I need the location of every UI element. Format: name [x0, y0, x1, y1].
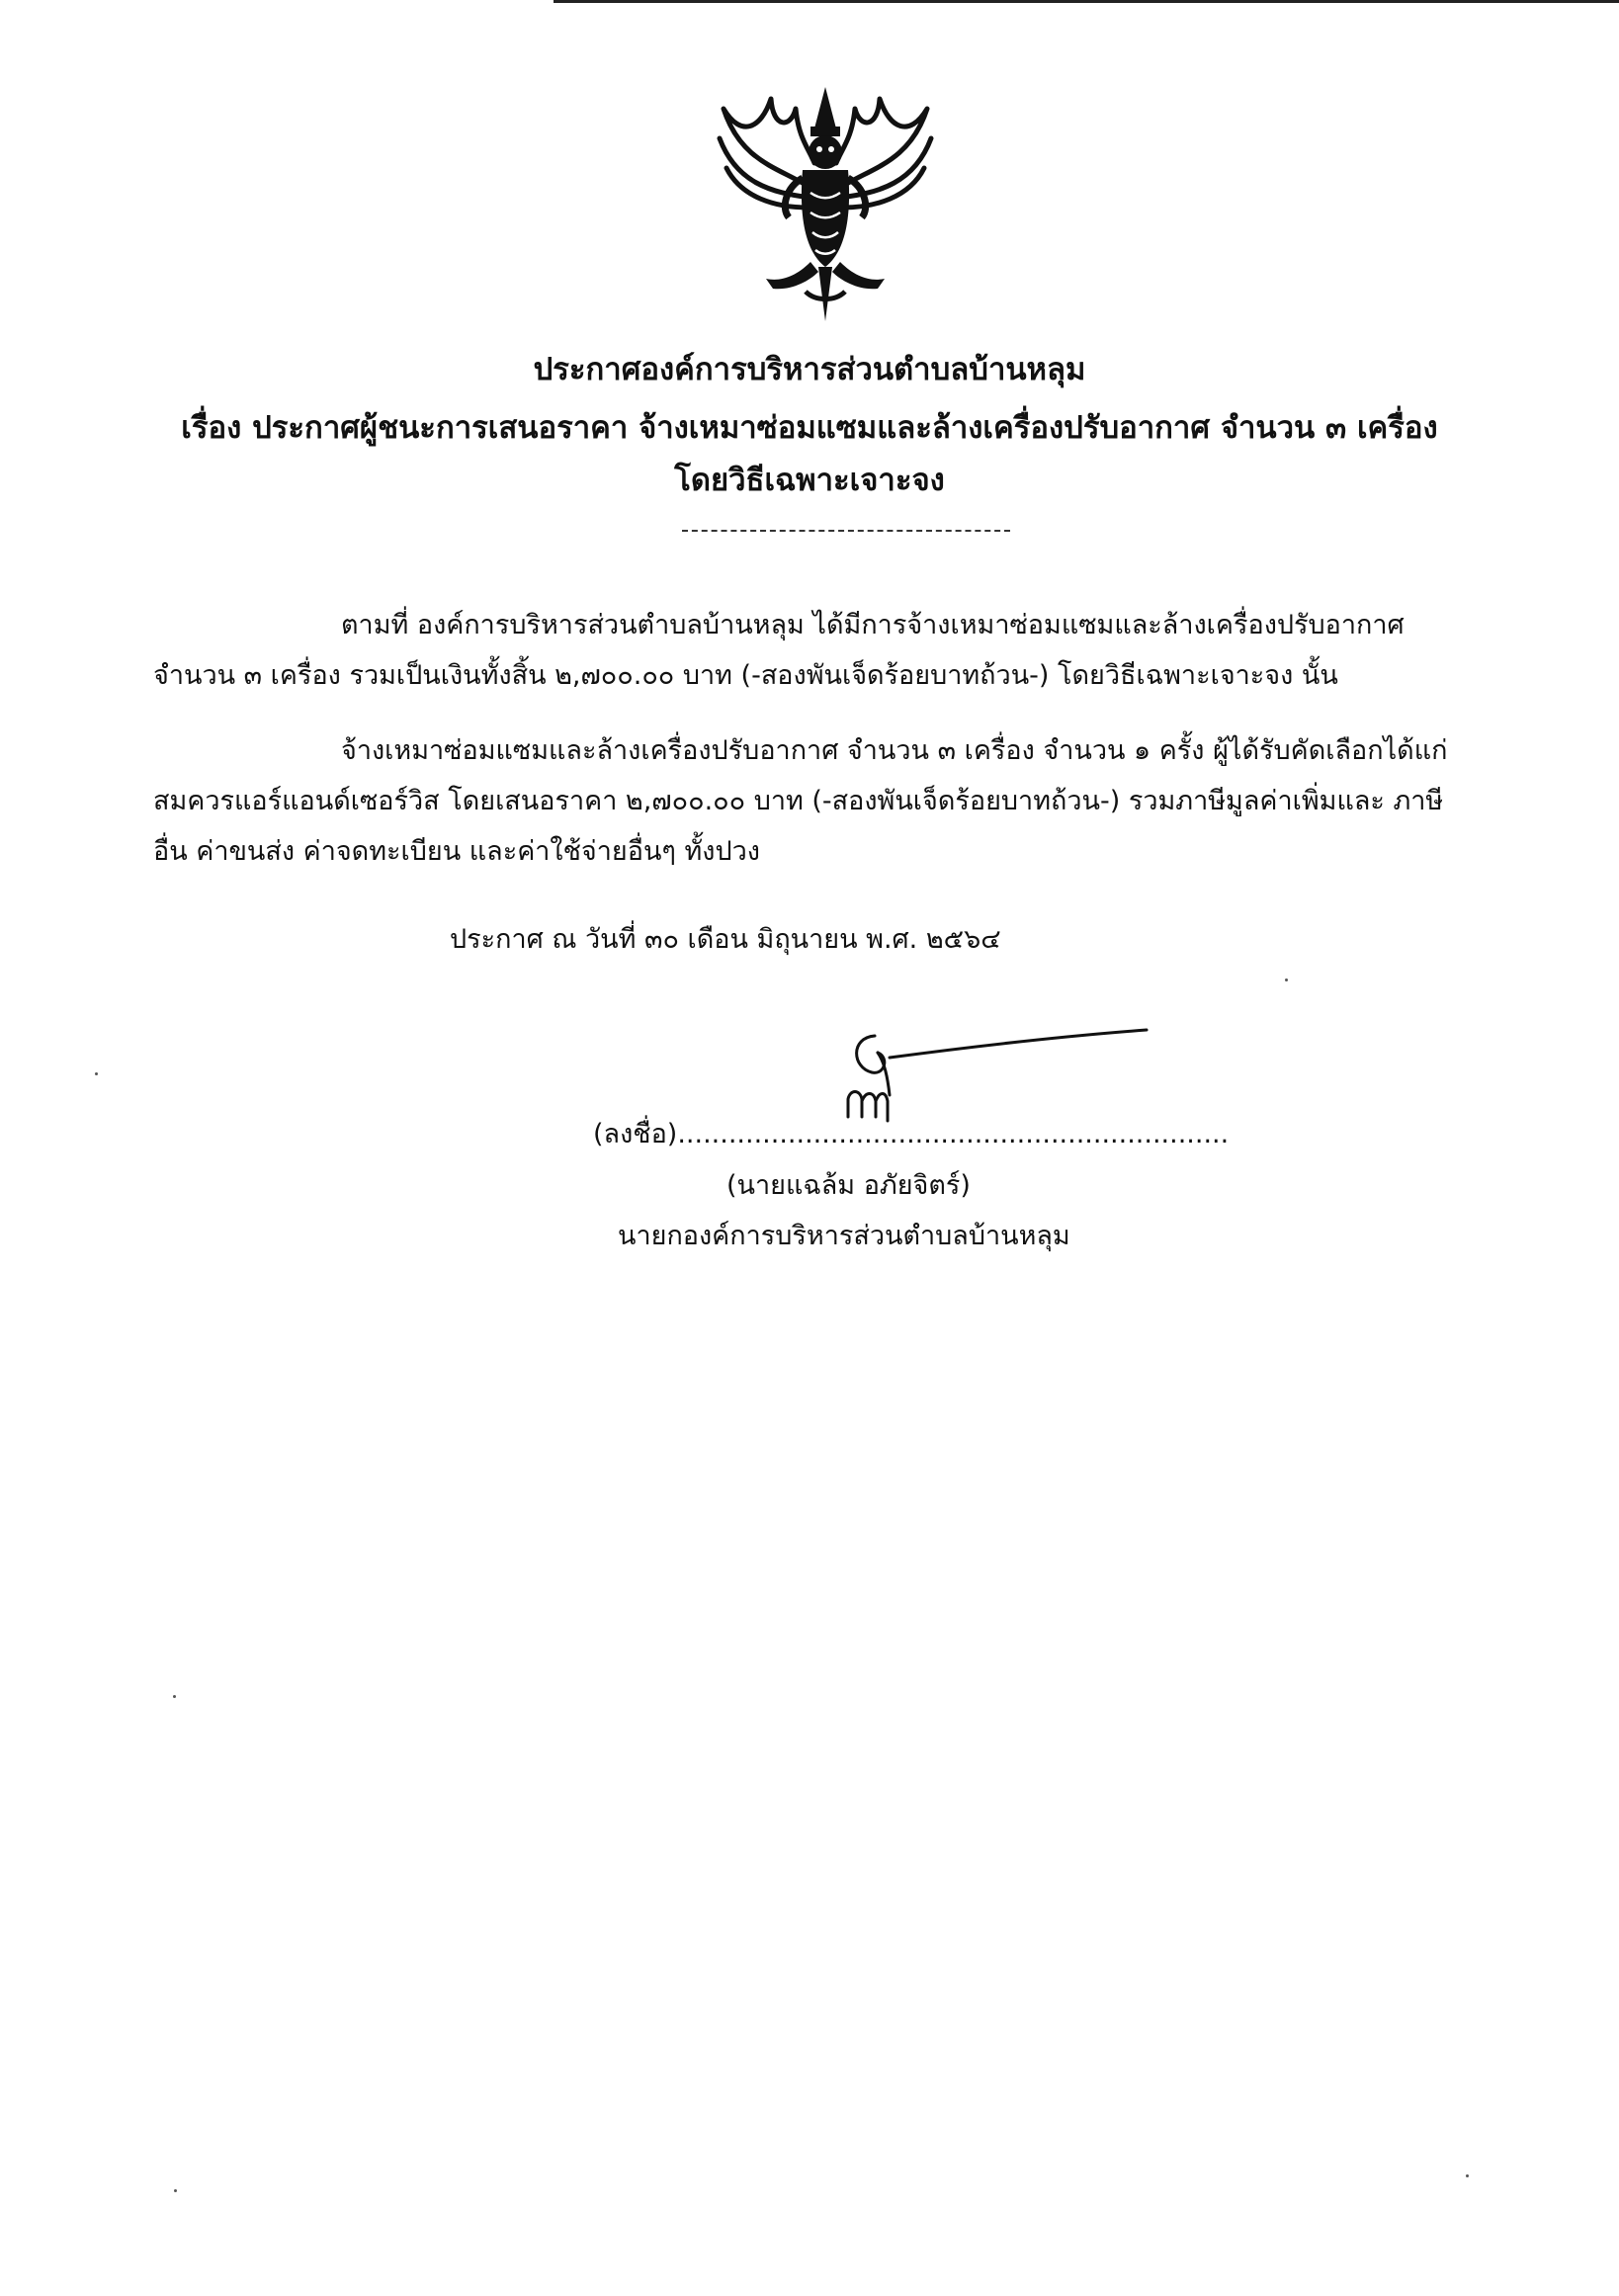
- signer-name: (นายแฉล้ม อภัยจิตร์): [726, 1170, 971, 1201]
- body-line: ตามที่ องค์การบริหารส่วนตำบลบ้านหลุม ได้มีการจ้างเหมาซ่อมแซมและล้างเครื่องปรับอากาศ: [341, 610, 1405, 640]
- garuda-emblem-icon: [712, 69, 939, 331]
- announcement-date: ประกาศ ณ วันที่ ๓๐ เดือน มิถุนายน พ.ศ. ๒๕๖๔: [450, 924, 1001, 955]
- announcement-title: ประกาศองค์การบริหารส่วนตำบลบ้านหลุม: [533, 352, 1086, 387]
- announcement-method: โดยวิธีเฉพาะเจาะจง: [674, 463, 945, 498]
- body-line: สมควรแอร์แอนด์เซอร์วิส โดยเสนอราคา ๒,๗๐๐.๐๐ บาท (-สองพันเจ็ดร้อยบาทถ้วน-) รวมภาษีมูลค่าเพิ่มและ ภาษี: [153, 786, 1444, 816]
- scan-speck: [173, 1695, 176, 1698]
- scan-speck: [1285, 978, 1288, 981]
- scan-speck: [95, 1072, 98, 1075]
- scan-top-edge: [554, 0, 1619, 3]
- announcement-subject: เรื่อง ประกาศผู้ชนะการเสนอราคา จ้างเหมาซ่อมแซมและล้างเครื่องปรับอากาศ จำนวน ๓ เครื่อง: [181, 410, 1438, 446]
- signature-line: (ลงชื่อ).................................................................: [593, 1119, 1230, 1149]
- dashed-divider: [682, 530, 1010, 532]
- signer-position: นายกองค์การบริหารส่วนตำบลบ้านหลุม: [618, 1221, 1070, 1251]
- scan-speck: [1466, 2174, 1469, 2177]
- body-line: อื่น ค่าขนส่ง ค่าจดทะเบียน และค่าใช้จ่ายอื่นๆ ทั้งปวง: [153, 836, 760, 867]
- body-line: จ้างเหมาซ่อมแซมและล้างเครื่องปรับอากาศ จำนวน ๓ เครื่อง จำนวน ๑ ครั้ง ผู้ได้รับคัดเลือกได้แก่: [341, 735, 1448, 766]
- scan-speck: [174, 2189, 177, 2192]
- body-line: จำนวน ๓ เครื่อง รวมเป็นเงินทั้งสิ้น ๒,๗๐๐.๐๐ บาท (-สองพันเจ็ดร้อยบาทถ้วน-) โดยวิธีเฉพาะเจาะจง นั้น: [153, 660, 1338, 691]
